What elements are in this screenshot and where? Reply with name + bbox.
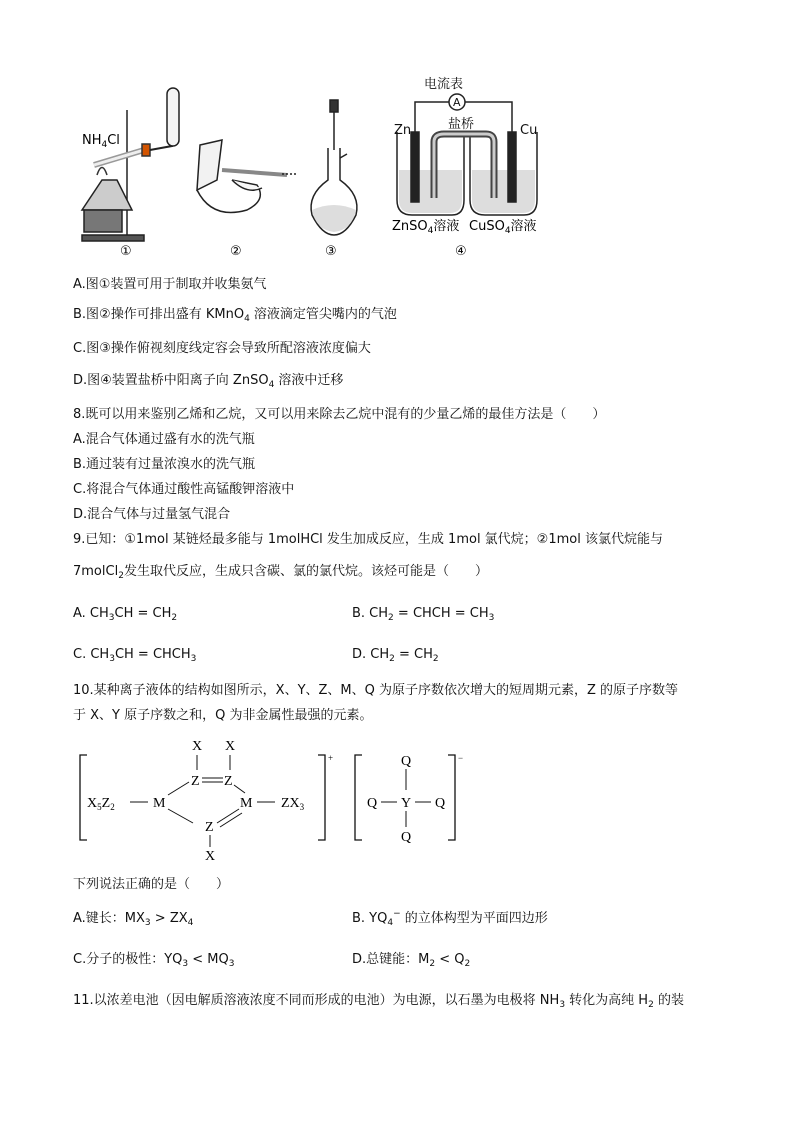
q10-option-c: C.分子的极性：$YQ_3 < MQ_3$ [73,952,235,969]
ionic-liquid-structure [75,735,475,865]
figure-4-label: ④ [455,244,467,259]
atom-x-top-right: X [225,739,236,754]
figure-1-heating-apparatus [82,88,179,241]
q10-stem-line2: 于 X、Y 原子序数之和，Q 为非金属性最强的元素。 [73,708,373,723]
atom-z-bottom: Z [205,820,214,835]
anion-charge: − [458,753,464,763]
q9-stem-line1: 9.已知：①1mol 某链烃最多能与 1molHCl 发生加成反应，生成 1mol 氯代烷；②1mol 该氯代烷能与 [73,532,663,547]
q8-stem: 8.既可以用来鉴别乙烯和乙烷，又可以用来除去乙烷中混有的少量乙烯的最佳方法是（ ） [73,407,606,422]
q10-option-d: D.总键能：$M_2 < Q_2$ [352,952,471,969]
q10-prompt: 下列说法正确的是（ ） [73,877,230,892]
q8-option-a: A.混合气体通过盛有水的洗气瓶 [73,432,255,447]
q9-option-b: B. $CH_2$ = CHCH = $CH_3$ [352,606,495,623]
q8-option-d: D.混合气体与过量氢气混合 [73,507,231,522]
atom-q-top: Q [401,754,412,769]
nh4cl-label: $NH_4Cl$ [82,133,120,150]
q7-option-a: A.图①装置可用于制取并收集氨气 [73,277,267,292]
apparatus-figure [72,70,542,265]
figure-3-volumetric-flask [311,100,357,235]
structure-svg [75,735,475,865]
figure-4-galvanic-cell [394,76,537,215]
atom-x-bottom: X [205,849,216,864]
q11-stem: 11.以浓差电池（因电解质溶液浓度不同而形成的电池）为电源，以石墨为电极将 $NH_3$ 转化为高纯 $H_2$ 的装 [73,993,684,1010]
atom-x-top-left: X [192,739,203,754]
ammeter-symbol: A [453,96,461,109]
atom-y-center: Y [401,796,412,811]
figure-1-label: ① [120,244,132,259]
q7-option-b: B.图②操作可排出盛有 KMnO$_4$ 溶液滴定管尖嘴内的气泡 [73,307,397,324]
atom-q-right: Q [435,796,446,811]
q9-option-d: D. $CH_2 = CH_2$ [352,647,439,664]
q10-stem-line1: 10.某种离子液体的结构如图所示，X、Y、Z、M、Q 为原子序数依次增大的短周期元素，Z 的原子序数等 [73,683,679,698]
cation-charge: + [328,753,334,763]
q8-option-c: C.将混合气体通过酸性高锰酸钾溶液中 [73,482,295,497]
q7-option-d: D.图④装置盐桥中阳离子向 ZnSO$_4$ 溶液中迁移 [73,373,344,390]
figure-2-label: ② [230,244,242,259]
q9-option-a: A. $CH_3CH = CH_2$ [73,606,178,623]
q7-option-c: C.图③操作俯视刻度线定容会导致所配溶液浓度偏大 [73,341,371,356]
atom-z-top-left: Z [191,774,200,789]
atom-m-left: M [153,796,166,811]
figure-3-label: ③ [325,244,337,259]
zn-electrode-label: Zn [394,123,412,138]
q10-option-b: B. $YQ_4^-$ 的立体构型为平面四边形 [352,909,548,928]
q8-option-b: B.通过装有过量浓溴水的洗气瓶 [73,457,256,472]
znso4-solution-label: ZnSO$_4$溶液 [392,219,460,236]
right-group: $ZX_3$ [281,796,305,812]
left-group: $X_5Z_2$ [87,796,115,812]
atom-q-bottom: Q [401,830,412,845]
figure-2-burette-hands [197,140,297,213]
q9-option-c: C. $CH_3CH$ = $CHCH_3$ [73,647,197,664]
cuso4-solution-label: CuSO$_4$溶液 [469,219,537,236]
atom-m-right: M [240,796,253,811]
q9-stem-line2: 7molCl$_2$发生取代反应，生成只含碳、氯的氯代烷。该烃可能是（ ） [73,564,488,581]
q10-option-a: A.键长：$MX_3 > ZX_4$ [73,911,194,928]
cu-electrode-label: Cu [520,123,538,138]
ammeter-title: 电流表 [424,77,464,92]
atom-q-left: Q [367,796,378,811]
atom-z-top-right: Z [224,774,233,789]
apparatus-svg [72,70,542,265]
salt-bridge-label: 盐桥 [448,117,475,132]
